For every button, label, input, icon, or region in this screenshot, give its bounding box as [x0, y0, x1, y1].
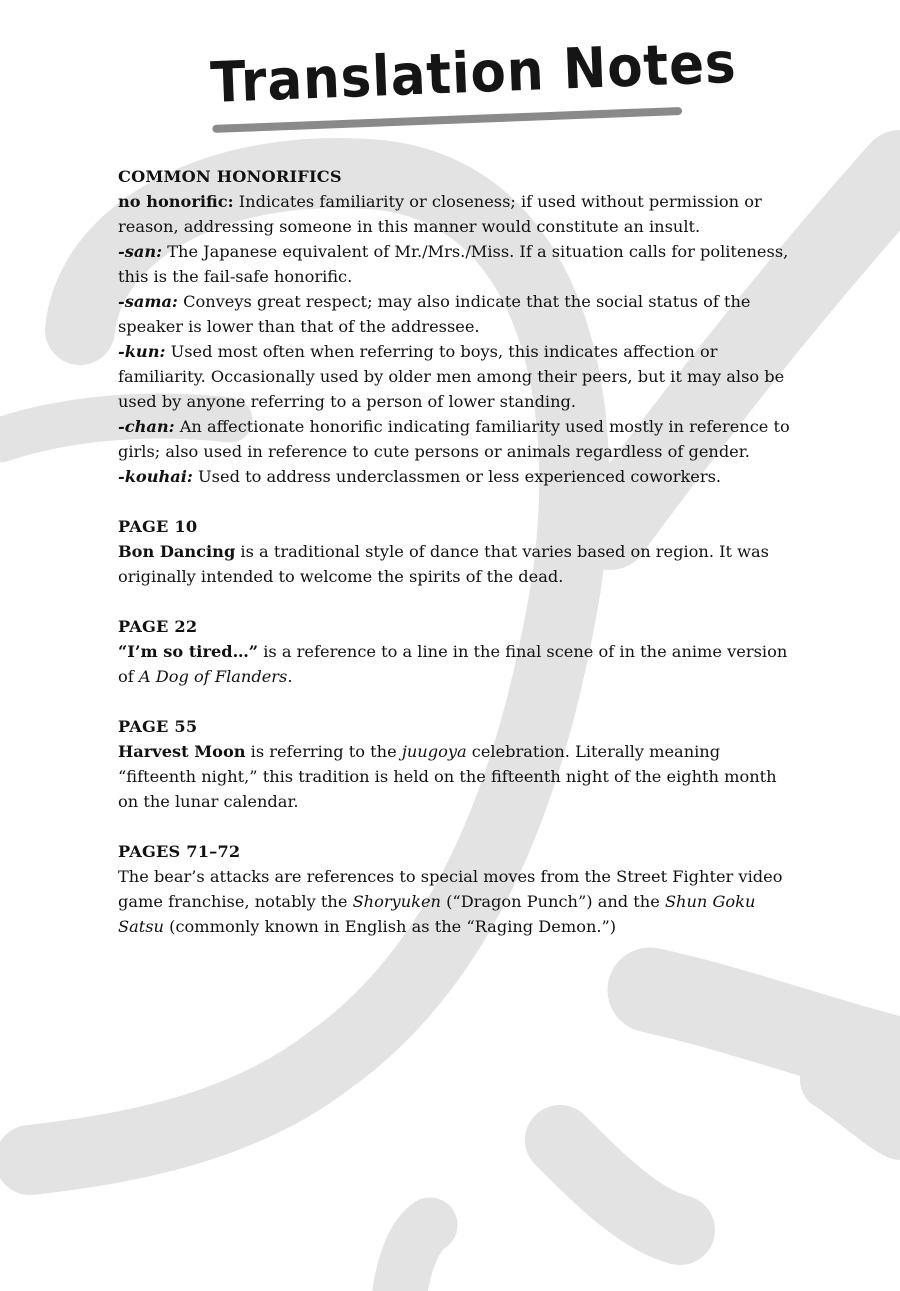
honorific-definition: Used most often when referring to boys, this indicates affection or familiarity. Occasionally used by older men among their peers, but it may also be used by anyone referring to a person of lower standing.: [118, 342, 785, 411]
note-text-end: .: [287, 667, 293, 686]
note-italic-term: Shoryuken: [352, 892, 441, 911]
title-block: [203, 29, 738, 147]
honorific-definition: Conveys great respect; may also indicate that the social status of the speaker is lower than that of the addressee.: [118, 292, 751, 336]
note-title-reference: A Dog of Flanders: [138, 667, 288, 686]
section-heading-pages-71-72: PAGES 71–72: [118, 842, 241, 861]
brush-stroke-bottom-mid: [560, 1140, 680, 1230]
notes-body: [118, 164, 790, 939]
brush-stroke-right-mid: [650, 990, 900, 1060]
honorific-entry: [118, 289, 790, 339]
note-text-end: (commonly known in English as the “Raging Demon.”): [163, 917, 617, 936]
section-heading-page-10: PAGE 10: [118, 517, 198, 536]
brush-stroke-bottom-left: [400, 1225, 430, 1291]
honorific-term: -sama:: [118, 292, 178, 311]
section-heading-honorifics: COMMON HONORIFICS: [118, 167, 342, 186]
section-gap: [118, 689, 790, 714]
note-pages-71-72: [118, 864, 790, 939]
note-text: is a reference to a line in the final scene of in the anime version of: [118, 642, 788, 686]
honorific-entry: [118, 239, 790, 289]
page-title: Translation Notes: [209, 30, 738, 116]
honorific-term: -kouhai:: [118, 467, 193, 486]
brush-stroke-right-lower: [830, 1080, 900, 1130]
section-gap: [118, 489, 790, 514]
section-heading-page-22: PAGE 22: [118, 617, 198, 636]
note-page-10: [118, 539, 790, 589]
honorific-entry: [118, 414, 790, 464]
section-gap: [118, 814, 790, 839]
note-term: Harvest Moon: [118, 742, 246, 761]
honorific-definition: The Japanese equivalent of Mr./Mrs./Miss. If a situation calls for politeness, this is the fail-safe honorific.: [118, 242, 789, 286]
honorific-term: -san:: [118, 242, 163, 261]
note-page-55: [118, 739, 790, 814]
note-term: “I’m so tired…”: [118, 642, 259, 661]
note-text-end: celebration. Literally meaning “fifteenth night,” this tradition is held on the fifteenth night of the eighth month on the lunar calendar.: [118, 742, 777, 811]
honorific-term: no honorific:: [118, 192, 234, 211]
note-italic-term: Shun Goku Satsu: [118, 892, 756, 936]
honorific-entry: [118, 339, 790, 414]
honorific-term: -chan:: [118, 417, 175, 436]
honorific-entry: [118, 189, 790, 239]
honorific-entry: [118, 464, 790, 489]
honorific-definition: An affectionate honorific indicating familiarity used mostly in reference to girls; also used in reference to cute persons or animals regardless of gender.: [118, 417, 790, 461]
section-gap: [118, 589, 790, 614]
note-page-22: [118, 639, 790, 689]
note-term: Bon Dancing: [118, 542, 236, 561]
note-italic-term: juugoya: [401, 742, 467, 761]
note-text: is referring to the: [245, 742, 402, 761]
note-text: is a traditional style of dance that varies based on region. It was originally intended to welcome the spirits of the dead.: [118, 542, 769, 586]
honorific-definition: Used to address underclassmen or less experienced coworkers.: [192, 467, 722, 486]
section-heading-page-55: PAGE 55: [118, 717, 198, 736]
note-text: The bear’s attacks are references to special moves from the Street Fighter video game franchise, notably the: [118, 867, 783, 911]
honorific-term: -kun:: [118, 342, 166, 361]
honorific-definition: Indicates familiarity or closeness; if used without permission or reason, addressing someone in this manner would constitute an insult.: [118, 192, 762, 236]
note-text: (“Dragon Punch”) and the: [440, 892, 665, 911]
